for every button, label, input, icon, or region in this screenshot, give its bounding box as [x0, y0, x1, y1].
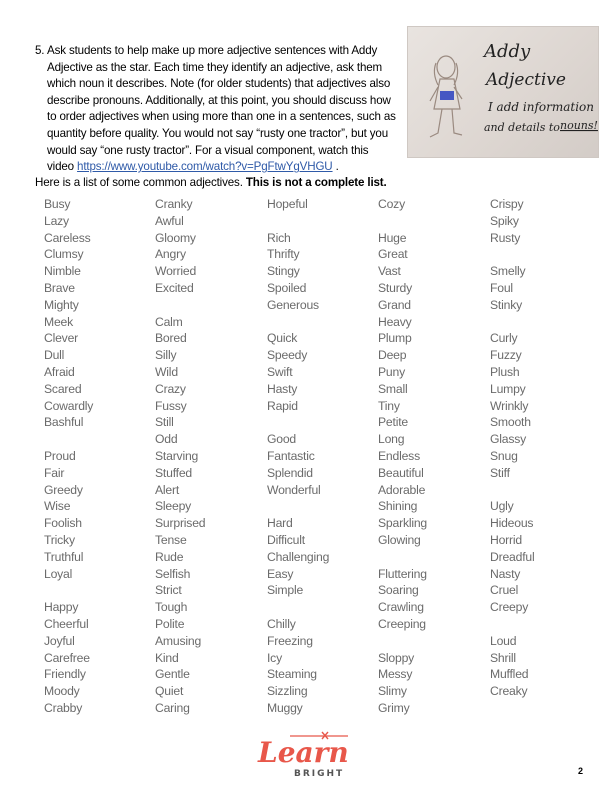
- blank-row: [490, 616, 534, 633]
- illustration-title-2: Adjective: [486, 70, 566, 90]
- step-text: Ask students to help make up more adjective sentences with Addy Adjective as the star. Each time they identify an adjective, ask them which noun it describes. Note (for older students) that adjectives also describe pronouns. Additionally, at this point, you should discuss how to order adjectives when using more than one in a sentences, such as quantity before quality. You would not say “rusty one tractor”, but you would say “one rusty tractor”. For a visual component, watch this video: [47, 44, 396, 174]
- blank-row: [267, 414, 329, 431]
- adjective-word: Plush: [490, 364, 520, 379]
- adjective-word: Deep: [378, 348, 407, 363]
- blank-row: [267, 213, 329, 230]
- logo-script: Learn: [258, 736, 349, 769]
- adjective-word: Petite: [378, 415, 408, 430]
- adjective-word: Spoiled: [267, 280, 307, 295]
- adjective-word: Smelly: [490, 264, 526, 279]
- adjective-word: Clumsy: [44, 247, 84, 262]
- adjective-word: Loud: [490, 633, 517, 648]
- adjective-word: Loyal: [44, 566, 73, 581]
- adjective-word: Smooth: [490, 415, 531, 430]
- adjective-word: Kind: [155, 650, 179, 665]
- adjective-word: Stinky: [490, 297, 522, 312]
- adjective-word: Greedy: [44, 482, 83, 497]
- adjective-word: Stiff: [490, 465, 510, 480]
- intro-bold: This is not a complete list.: [245, 176, 387, 189]
- adjective-word: Messy: [378, 667, 413, 682]
- illustration-caption-nouns: nouns!: [560, 119, 598, 132]
- adjective-word: Great: [378, 247, 408, 262]
- adjective-column-2: [155, 196, 205, 717]
- adjective-word: Mighty: [44, 297, 79, 312]
- adjective-word: Huge: [378, 230, 407, 245]
- blank-row: [490, 700, 534, 717]
- intro-text: Here is a list of some common adjectives.: [35, 176, 246, 189]
- adjective-word: Nasty: [490, 566, 521, 581]
- adjective-word: Sleepy: [155, 499, 192, 514]
- adjective-word: Careless: [44, 230, 91, 245]
- video-link[interactable]: https://www.youtube.com/watch?v=PgFtwYgVHGU: [77, 160, 333, 174]
- adjective-word: Soaring: [378, 583, 419, 598]
- adjective-word: Sizzling: [267, 684, 308, 699]
- adjective-word: Foolish: [44, 516, 82, 531]
- adjective-word: Awful: [155, 213, 184, 228]
- adjective-word: Crabby: [44, 700, 83, 715]
- adjective-word: Generous: [267, 297, 319, 312]
- adjective-word: Caring: [155, 700, 190, 715]
- adjective-word: Cranky: [155, 197, 193, 211]
- adjective-word: Challenging: [267, 549, 330, 564]
- adjective-word: Wrinkly: [490, 398, 529, 413]
- adjective-word: Muggy: [267, 700, 303, 715]
- adjective-word: Worried: [155, 264, 197, 279]
- adjective-word: Nimble: [44, 264, 81, 279]
- adjective-word: Long: [378, 432, 405, 447]
- adjective-word: Busy: [44, 197, 71, 211]
- adjective-word: Crispy: [490, 197, 524, 211]
- illustration-title-1: Addy: [484, 41, 531, 62]
- adjective-word: Easy: [267, 566, 294, 581]
- adjective-word: Afraid: [44, 364, 75, 379]
- adjective-column-3: [267, 196, 329, 717]
- adjective-word: Ugly: [490, 499, 514, 514]
- adjective-word: Sparkling: [378, 516, 428, 531]
- blank-row: [267, 314, 329, 331]
- adjective-word: Meek: [44, 314, 74, 329]
- adjective-word: Glowing: [378, 532, 421, 547]
- adjective-word: Fair: [44, 465, 65, 480]
- adjective-word: Swift: [267, 364, 293, 379]
- blank-row: [267, 599, 329, 616]
- adjective-word: Moody: [44, 684, 80, 699]
- adjective-word: Still: [155, 415, 174, 430]
- adjective-word: Silly: [155, 348, 177, 363]
- adjective-word: Polite: [155, 616, 185, 631]
- adjective-word: Carefree: [44, 650, 90, 665]
- illustration-caption-1: I add information: [488, 100, 595, 114]
- adjective-word: Calm: [155, 314, 183, 329]
- adjective-word: Lumpy: [490, 381, 526, 396]
- adjective-word: Icy: [267, 650, 282, 665]
- blue-bow-icon: [440, 91, 454, 100]
- adjective-word: Gloomy: [155, 230, 196, 245]
- blank-row: [44, 431, 93, 448]
- adjective-word: Rude: [155, 549, 184, 564]
- adjective-word: Beautiful: [378, 465, 424, 480]
- adjective-word: Happy: [44, 600, 79, 615]
- adjective-word: Muffled: [490, 667, 529, 682]
- adjective-word: Vast: [378, 264, 401, 279]
- adjective-word: Surprised: [155, 516, 206, 531]
- adjective-word: Joyful: [44, 633, 75, 648]
- blank-row: [378, 633, 427, 650]
- blank-row: [490, 314, 534, 331]
- adjective-word: Dreadful: [490, 549, 535, 564]
- adjective-word: Tricky: [44, 532, 75, 547]
- adjective-word: Cruel: [490, 583, 519, 598]
- adjective-word: Adorable: [378, 482, 426, 497]
- adjective-column-1: [44, 196, 93, 717]
- addy-adjective-illustration: [407, 26, 599, 158]
- adjective-word: Snug: [490, 448, 518, 463]
- adjective-word: Chilly: [267, 616, 296, 631]
- adjective-word: Shining: [378, 499, 418, 514]
- adjective-word: Fluttering: [378, 566, 427, 581]
- adjective-word: Splendid: [267, 465, 313, 480]
- adjective-word: Odd: [155, 432, 178, 447]
- blank-row: [490, 246, 534, 263]
- adjective-word: Puny: [378, 364, 405, 379]
- adjective-word: Shrill: [490, 650, 516, 665]
- adjective-word: Crazy: [155, 381, 186, 396]
- adjective-word: Brave: [44, 280, 75, 295]
- adjective-word: Spiky: [490, 213, 519, 228]
- adjective-word: Strict: [155, 583, 182, 598]
- adjective-word: Hasty: [267, 381, 298, 396]
- adjective-word: Friendly: [44, 667, 86, 682]
- adjective-word: Creeping: [378, 616, 426, 631]
- adjective-word: Gentle: [155, 667, 190, 682]
- adjective-word: Fussy: [155, 398, 187, 413]
- adjective-word: Difficult: [267, 532, 305, 547]
- adjective-word: Steaming: [267, 667, 317, 682]
- adjective-word: Cowardly: [44, 398, 94, 413]
- step-number: 5.: [35, 44, 45, 57]
- adjective-word: Hopeful: [267, 197, 308, 211]
- adjective-word: Fantastic: [267, 448, 315, 463]
- page-number: 2: [578, 766, 584, 776]
- adjective-word: Thrifty: [267, 247, 300, 262]
- adjective-word: Rich: [267, 230, 291, 245]
- adjective-word: Lazy: [44, 213, 69, 228]
- adjective-word: Dull: [44, 348, 65, 363]
- adjective-word: Horrid: [490, 532, 522, 547]
- blank-row: [490, 482, 534, 499]
- adjective-word: Foul: [490, 280, 513, 295]
- adjective-word: Wonderful: [267, 482, 321, 497]
- adjective-word: Proud: [44, 448, 76, 463]
- adjective-word: Quiet: [155, 684, 184, 699]
- adjective-word: Bored: [155, 331, 187, 346]
- adjective-column-5: [490, 196, 534, 717]
- adjective-word: Sturdy: [378, 280, 413, 295]
- adjective-word: Slimy: [378, 684, 407, 699]
- adjective-word: Tense: [155, 532, 187, 547]
- adjective-word: Good: [267, 432, 297, 447]
- adjective-word: Stingy: [267, 264, 300, 279]
- adjective-word: Selfish: [155, 566, 191, 581]
- illustration-caption-2: and details to: [484, 121, 560, 134]
- adjective-word: Rapid: [267, 398, 298, 413]
- adjective-word: Wild: [155, 364, 178, 379]
- adjective-word: Speedy: [267, 348, 308, 363]
- adjective-word: Rusty: [490, 230, 521, 245]
- addy-drawing: [408, 27, 598, 157]
- adjective-word: Plump: [378, 331, 412, 346]
- adjective-word: Grand: [378, 297, 411, 312]
- adjective-word: Hideous: [490, 516, 534, 531]
- adjective-word: Stuffed: [155, 465, 193, 480]
- adjective-word: Simple: [267, 583, 304, 598]
- adjective-word: Alert: [155, 482, 180, 497]
- blank-row: [267, 498, 329, 515]
- instruction-step: [35, 43, 397, 176]
- adjective-column-4: [378, 196, 427, 717]
- adjective-word: Quick: [267, 331, 298, 346]
- adjective-word: Glassy: [490, 432, 527, 447]
- blank-row: [44, 582, 93, 599]
- adjective-word: Tough: [155, 600, 188, 615]
- adjective-word: Cozy: [378, 197, 405, 211]
- adjective-word: Cheerful: [44, 616, 89, 631]
- adjective-word: Small: [378, 381, 408, 396]
- blank-row: [155, 297, 205, 314]
- logo-caps: BRIGHT: [294, 769, 345, 779]
- list-intro: [35, 176, 387, 189]
- step-trailing: .: [332, 160, 339, 174]
- adjective-word: Sloppy: [378, 650, 415, 665]
- adjective-word: Crawling: [378, 600, 424, 615]
- adjective-word: Clever: [44, 331, 79, 346]
- adjective-word: Creaky: [490, 684, 528, 699]
- adjective-word: Truthful: [44, 549, 84, 564]
- adjective-word: Bashful: [44, 415, 84, 430]
- adjective-word: Freezing: [267, 633, 313, 648]
- blank-row: [378, 549, 427, 566]
- adjective-word: Starving: [155, 448, 199, 463]
- adjective-word: Curly: [490, 331, 518, 346]
- adjective-word: Creepy: [490, 600, 529, 615]
- learn-bright-logo: [250, 728, 362, 780]
- blank-row: [378, 213, 427, 230]
- adjective-word: Wise: [44, 499, 71, 514]
- adjective-word: Tiny: [378, 398, 400, 413]
- adjective-word: Amusing: [155, 633, 202, 648]
- adjective-word: Scared: [44, 381, 82, 396]
- adjective-word: Heavy: [378, 314, 412, 329]
- adjective-word: Fuzzy: [490, 348, 522, 363]
- adjective-word: Excited: [155, 280, 194, 295]
- adjective-word: Endless: [378, 448, 420, 463]
- adjective-word: Hard: [267, 516, 293, 531]
- adjective-word: Angry: [155, 247, 186, 262]
- adjective-word: Grimy: [378, 700, 410, 715]
